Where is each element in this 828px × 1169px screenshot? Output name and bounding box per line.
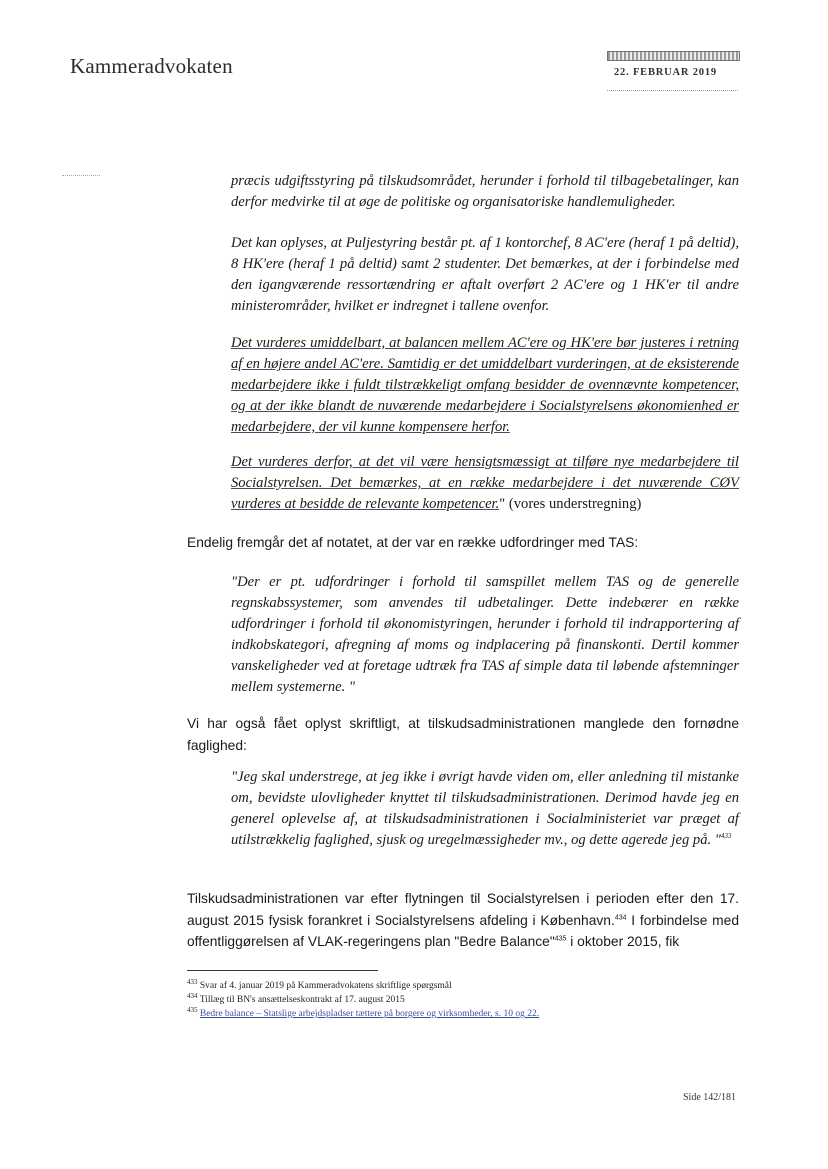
date-divider: [607, 90, 738, 91]
footnote-divider: [187, 970, 378, 971]
quote-paragraph-3: Det vurderes umiddelbart, at balancen mellem AC'ere og HK'ere bør justeres i retning af en højere andel AC'ere. Samtidig er det umiddelbart vurderingen, at de eksisterende medarbejdere ikke i fuldt tilstrækkeligt omfang besidder de ovennævnte kompetencer, og at der ikke blandt de nuværende medarbejdere i Socialstyrelsens økonomienhed er medarbejdere, der vil kunne kompensere herfor.: [231, 335, 739, 435]
quote-paragraph-tas: "Der er pt. udfordringer i forhold til samspillet mellem TAS og de generelle regnskabssystemer, som anvendes til udbetalinger. Dette indebærer en række udfordringer i forhold til økonomistyringen, herunder i forhold til indrapportering af indkobskategori, afregning af moms og indplacering på finanskonti. Dertil kommer vanskeligheder ved at foretage udtræk fra TAS af simple data til løbende afstemninger mellem systemerne. ": [231, 574, 739, 695]
footnote-link[interactable]: Bedre balance – Statslige arbejdspladser tættere på borgere og virksomheder, s. 10 og 22.: [199, 1009, 540, 1019]
quote-paragraph-2: Det kan oplyses, at Puljestyring består pt. af 1 kontorchef, 8 AC'ere (heraf 1 på deltid), 8 HK'ere (heraf 1 på deltid) samt 2 studenter. Det bemærkes, at der i forbindelse med den igangværende ressortændring er aftalt overført 2 AC'ere og 1 HK'er til andre ministerområder, hvilket er indregnet i tallene ovenfor.: [231, 235, 740, 314]
footnote-ref-433[interactable]: 433: [720, 832, 732, 841]
body-paragraph-flytning: [187, 888, 739, 953]
quote-paragraph-statement: [231, 767, 739, 851]
footnote-434: [187, 991, 405, 1006]
firm-logo: Kammeradvokaten: [70, 54, 233, 78]
quote-4-underlined: Det vurderes derfor, at det vil være hensigtsmæssigt at tilføre nye medarbejdere til Socialstyrelsen. Det bemærkes, at en række medarbejdere i det nuværende CØV vurderes at besidde de relevante kompetencer.: [231, 454, 739, 512]
quote-4-tail: " (vores understregning): [499, 496, 642, 512]
footnote-ref-435[interactable]: 435: [554, 935, 567, 943]
body-paragraph-faglighed: Vi har også fået oplyst skriftligt, at tilskudsadministrationen manglede den fornødne faglighed:: [187, 716, 739, 753]
page-number: Side 142/181: [683, 1092, 737, 1103]
footnote-number: 434: [187, 991, 198, 1000]
quote-paragraph-4: [231, 452, 739, 515]
footnote-number: 433: [187, 977, 198, 986]
flytning-text-a: Tilskudsadministrationen var efter flytningen til Socialstyrelsen i perioden efter den 17. august 2015 fysisk forankret i Socialstyrelsens afdeling i København.: [187, 891, 739, 928]
body-paragraph-tas: Endelig fremgår det af notatet, at der var en række udfordringer med TAS:: [187, 535, 639, 550]
footnote-433: [187, 977, 452, 992]
flytning-text-b: I forbindelse med offentliggørelsen af VLAK-regeringens plan "Bedre Balance": [187, 912, 739, 949]
flytning-text-c: i oktober 2015, fik: [566, 934, 680, 949]
footnote-text: Tillæg til BN's ansættelseskontrakt af 17. august 2015: [199, 995, 405, 1005]
document-date: 22. FEBRUAR 2019: [614, 67, 717, 78]
footnote-ref-434[interactable]: 434: [614, 913, 627, 921]
footnote-435: [187, 1005, 540, 1020]
quote-statement-text: "Jeg skal understrege, at jeg ikke i øvrigt havde viden om, eller anledning til mistanke om, bevidste ulovligheder knyttet til tilskudsadministrationen. Derimod havde jeg en generel oplevelse af, at tilskudsadministrationen i Socialministeriet var præget af utilstrækkelig faglighed, sjusk og uregelmæssigheder mv., og dette agerede jeg på. ": [231, 769, 739, 848]
margin-mark: [62, 175, 100, 176]
header-stamp: [607, 51, 740, 61]
quote-paragraph-1: præcis udgiftsstyring på tilskudsområdet, herunder i forhold til tilbagebetalinger, kan derfor medvirke til at øge de politiske og organisatoriske handlemuligheder.: [231, 173, 739, 210]
footnote-text: Svar af 4. januar 2019 på Kammeradvokatens skriftlige spørgsmål: [199, 981, 452, 991]
footnote-number: 435: [187, 1005, 198, 1014]
